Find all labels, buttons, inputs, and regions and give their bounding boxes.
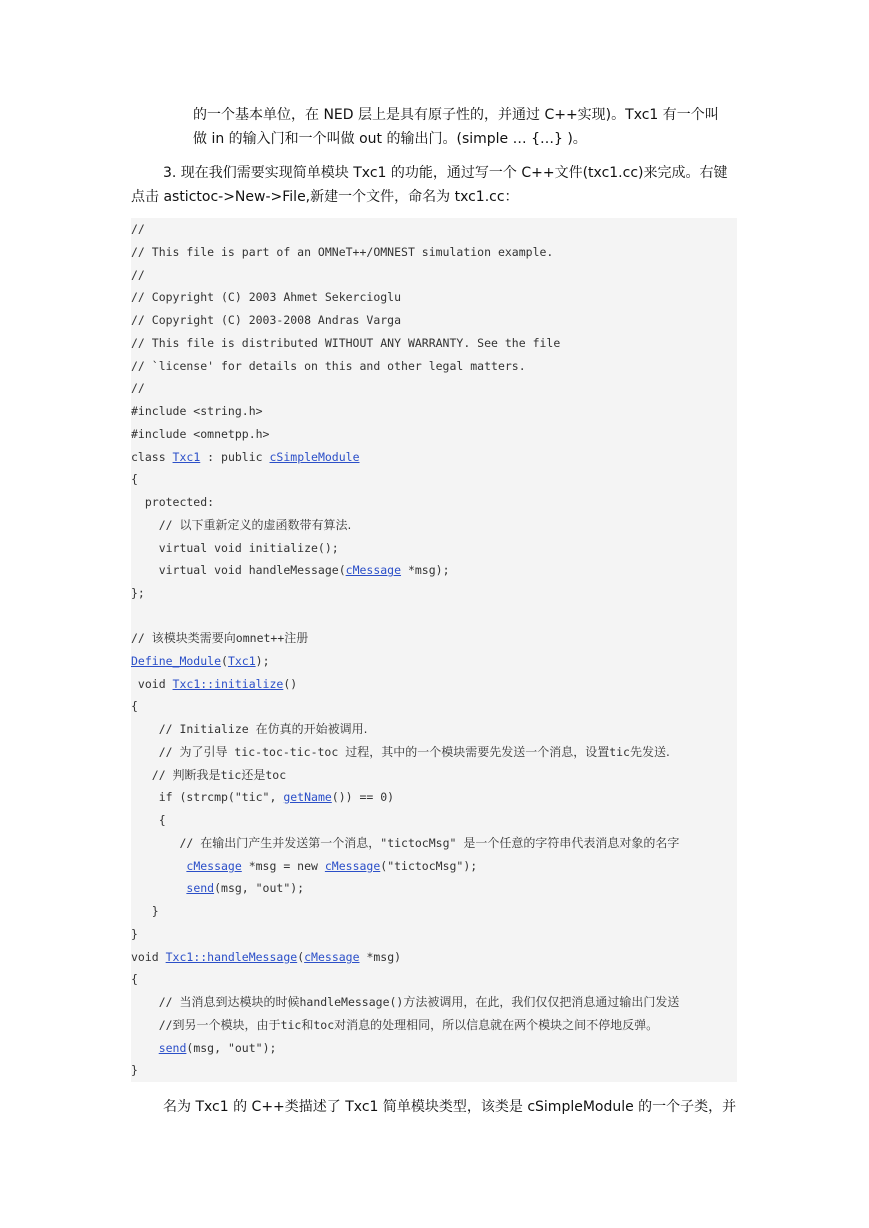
code-text: *msg);: [401, 563, 450, 577]
code-line: #include <string.h>: [131, 404, 263, 418]
code-line: [131, 832, 679, 854]
send-link[interactable]: send: [158, 1041, 187, 1055]
code-text: void: [131, 950, 166, 964]
code-comment: 是一个任意的字符串代表消息对象的名字: [463, 836, 680, 850]
code-line: [131, 1037, 276, 1059]
code-comment: 判断我是: [172, 768, 221, 782]
code-line: [131, 991, 679, 1013]
code-line: {: [131, 472, 138, 486]
define-module-link[interactable]: Define_Module: [131, 654, 222, 668]
code-comment: 为了引导: [179, 745, 228, 759]
code-text: [131, 859, 186, 873]
code-line: // `license' for details on this and other legal matters.: [131, 359, 526, 373]
code-text: //: [131, 768, 173, 782]
code-text: class: [131, 450, 173, 464]
code-text: tic: [609, 745, 630, 759]
code-line: [131, 627, 308, 649]
code-comment: 还是: [241, 768, 266, 782]
handlemessage-link[interactable]: Txc1::handleMessage: [165, 950, 298, 964]
code-line: [131, 1014, 658, 1036]
code-text: ("tictocMsg");: [380, 859, 478, 873]
code-text: //: [131, 631, 152, 645]
csimplemodule-link[interactable]: cSimpleModule: [269, 450, 360, 464]
code-line: [131, 514, 351, 536]
code-block: [131, 218, 737, 1082]
code-text: //: [131, 518, 180, 532]
code-line: [131, 650, 270, 672]
code-line: protected:: [131, 495, 215, 509]
code-text: tic: [280, 1018, 302, 1032]
code-text: (: [221, 654, 228, 668]
code-line: // This file is part of an OMNeT++/OMNEST simulation example.: [131, 245, 554, 259]
code-text: (msg, "out");: [186, 1041, 277, 1055]
step3-line-1: 3. 现在我们需要实现简单模块 Txc1 的功能，通过写一个 C++文件(txc1.cc)来完成。右键: [163, 165, 728, 181]
code-line: virtual void initialize();: [131, 541, 339, 555]
cmessage-link[interactable]: cMessage: [345, 563, 402, 577]
code-line: [131, 673, 297, 695]
code-text: if (strcmp("tic",: [131, 790, 284, 804]
code-text: tic: [220, 768, 242, 782]
code-text: //: [131, 836, 201, 850]
initialize-link[interactable]: Txc1::initialize: [172, 677, 284, 691]
code-line: }: [131, 927, 138, 941]
code-comment: 和: [301, 1018, 314, 1032]
code-comment: 该模块类需要向: [151, 631, 236, 645]
code-comment: 当消息到达模块的时候: [179, 995, 300, 1009]
code-line: }: [131, 904, 159, 918]
code-line: //: [131, 222, 145, 236]
code-line: // This file is distributed WITHOUT ANY WARRANTY. See the file: [131, 336, 561, 350]
code-comment: 先发送.: [629, 745, 670, 759]
code-text: (): [283, 677, 298, 691]
code-text: *msg): [359, 950, 402, 964]
code-comment: 在仿真的开始被调用.: [255, 722, 368, 736]
code-text: handleMessage(): [299, 995, 404, 1009]
code-text: //: [131, 995, 180, 1009]
code-text: [131, 881, 186, 895]
code-line: [131, 764, 286, 786]
code-comment: 对消息的处理相同，所以信息就在两个模块之间不停地反弹。: [334, 1018, 659, 1032]
code-comment: 过程，其中的一个模块需要先发送一个消息，设置: [345, 745, 610, 759]
code-line: [131, 877, 304, 899]
code-text: //: [131, 745, 180, 759]
code-line: #include <omnetpp.h>: [131, 427, 270, 441]
code-text: );: [255, 654, 270, 668]
code-comment: 以下重新定义的虚函数带有算法.: [179, 518, 352, 532]
step3-line-2: 点击 astictoc->New->File,新建一个文件，命名为 txc1.cc：: [131, 189, 519, 205]
code-comment: 注册: [284, 631, 309, 645]
code-line: [131, 446, 360, 468]
code-comment: 在输出门产生并发送第一个消息，: [200, 836, 381, 850]
code-line: [131, 741, 670, 763]
code-text: toc: [313, 1018, 335, 1032]
code-line: {: [131, 972, 138, 986]
code-line: [131, 718, 367, 740]
cmessage-link[interactable]: cMessage: [324, 859, 381, 873]
code-line: [131, 786, 394, 808]
code-line: };: [131, 586, 145, 600]
code-text: (: [297, 950, 305, 964]
code-line: // Copyright (C) 2003-2008 Andras Varga: [131, 313, 402, 327]
code-text: ()) == 0): [331, 790, 395, 804]
txc1-link[interactable]: Txc1: [172, 450, 201, 464]
send-link[interactable]: send: [186, 881, 215, 895]
code-text: //: [131, 1018, 173, 1032]
code-text: virtual void handleMessage(: [131, 563, 346, 577]
code-text: omnet++: [235, 631, 285, 645]
code-line: //: [131, 268, 145, 282]
code-comment: 方法被调用，在此，我们仅仅把消息通过输出门发送: [403, 995, 680, 1009]
code-line: {: [131, 699, 138, 713]
intro-line-1: 的一个基本单位，在 NED 层上是具有原子性的，并通过 C++实现)。Txc1 有一个叫: [193, 107, 719, 123]
code-comment: 到另一个模块，由于: [172, 1018, 281, 1032]
getname-link[interactable]: getName: [283, 790, 332, 804]
code-line: {: [131, 813, 166, 827]
code-line: [131, 946, 401, 968]
code-text: // Initialize: [131, 722, 256, 736]
code-text: tic-toc-tic-toc: [227, 745, 346, 759]
cmessage-link[interactable]: cMessage: [304, 950, 360, 964]
code-text: void: [131, 677, 173, 691]
intro-line-2: 做 in 的输入门和一个叫做 out 的输出门。(simple … {…} )。: [193, 131, 587, 147]
code-line: // Copyright (C) 2003 Ahmet Sekercioglu: [131, 290, 402, 304]
code-text: : public: [200, 450, 270, 464]
outro-line-1: 名为 Txc1 的 C++类描述了 Txc1 简单模块类型，该类是 cSimpleModule 的一个子类，并: [163, 1099, 737, 1115]
code-line: [131, 855, 477, 877]
code-text: [131, 1041, 159, 1055]
code-text: toc: [265, 768, 287, 782]
code-line: //: [131, 381, 145, 395]
cmessage-link[interactable]: cMessage: [186, 859, 242, 873]
code-text: (msg, "out");: [214, 881, 305, 895]
code-line: }: [131, 1063, 138, 1077]
code-text: *msg = new: [241, 859, 325, 873]
code-text: "tictocMsg": [380, 836, 464, 850]
code-line: [131, 559, 450, 581]
txc1-link[interactable]: Txc1: [227, 654, 256, 668]
